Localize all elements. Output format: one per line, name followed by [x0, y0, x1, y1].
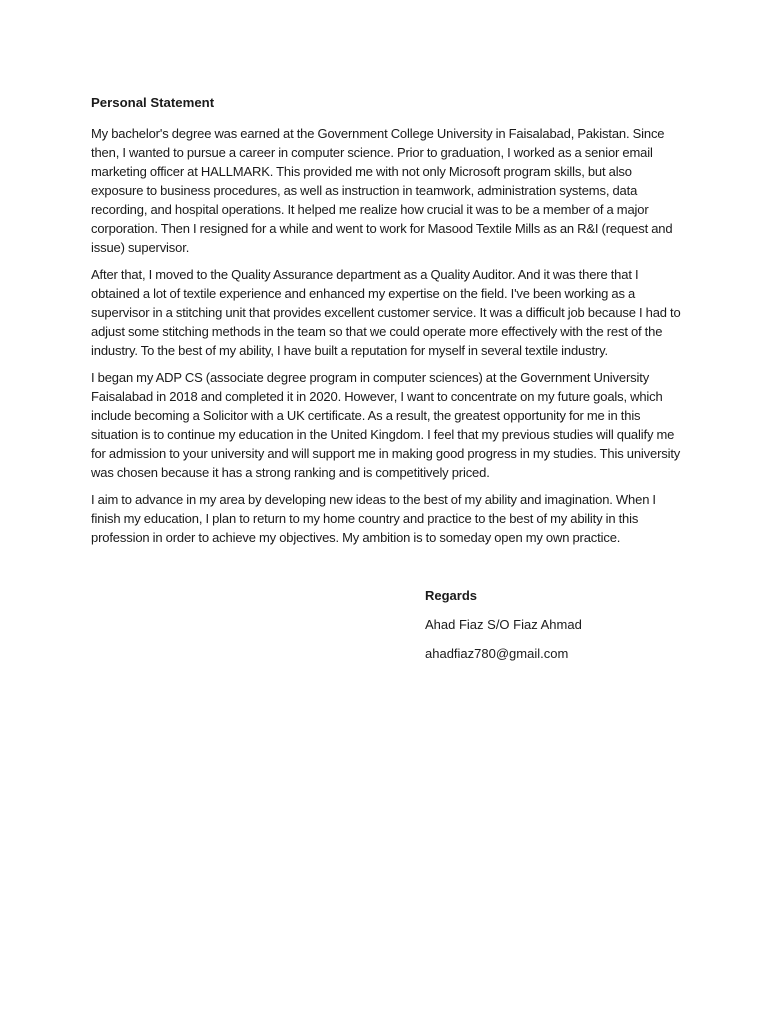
document-body — [91, 94, 687, 555]
document-title: Personal Statement — [91, 95, 215, 110]
paragraph-education-background: My bachelor's degree was earned at the Government College University in Faisalabad, Pakistan. Since then, I wanted to pursue a career in computer science. Prior to graduation, I worked as a senior email marketing officer at HALLMARK. This provided me with not only Microsoft program skills, but also exposure to business procedures, as well as instruction in teamwork, administration systems, data recording, and hospital operations. It helped me realize how crucial it was to be a member of a major corporation. Then I resigned for a while and went to work for Masood Textile Mills as an R&I (request and issue) supervisor. — [91, 126, 673, 255]
signature-email: ahadfiaz780@gmail.com — [425, 646, 569, 661]
paragraph-adp-cs: I began my ADP CS (associate degree program in computer sciences) at the Government University Faisalabad in 2018 and completed it in 2020. However, I want to concentrate on my future goals, which include becoming a Solicitor with a UK certificate. As a result, the greatest opportunity for me in this situation is to continue my education in the United Kingdom. I feel that my previous studies will qualify me for admission to your university and will support me in making good progress in my studies. This university was chosen because it has a strong ranking and is competitively priced. — [91, 370, 681, 480]
signature-block — [425, 587, 725, 674]
paragraph-ambition: I aim to advance in my area by developing new ideas to the best of my ability and imagination. When I finish my education, I plan to return to my home country and practice to the best of my ability in this profession in order to achieve my objectives. My ambition is to someday open my own practice. — [91, 492, 656, 545]
signature-name: Ahad Fiaz S/O Fiaz Ahmad — [425, 617, 582, 632]
paragraph-quality-assurance: After that, I moved to the Quality Assurance department as a Quality Auditor. And it was there that I obtained a lot of textile experience and enhanced my expertise on the field. I've been working as a supervisor in a stitching unit that provides excellent customer service. It was a difficult job because I had to adjust some stitching methods in the team so that we could operate more effectively with the rest of the industry. To the best of my ability, I have built a reputation for myself in several textile industry. — [91, 267, 681, 358]
signature-closing: Regards — [425, 588, 478, 603]
